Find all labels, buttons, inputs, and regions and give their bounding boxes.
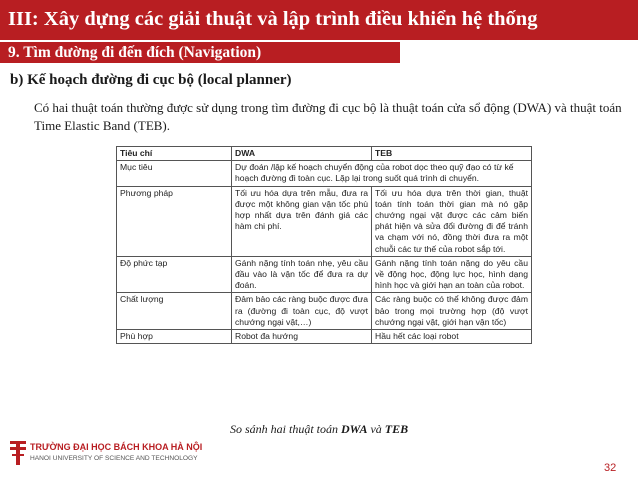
section-heading: b) Kế hoạch đường đi cục bộ (local planner) <box>10 72 292 88</box>
university-logo <box>8 437 208 469</box>
table-cell: Chất lượng <box>117 293 232 330</box>
university-name: TRƯỜNG ĐẠI HỌC BÁCH KHOA HÀ NỘI <box>30 442 203 452</box>
table-cell: Robot đa hướng <box>232 330 372 344</box>
table-cell: Gánh nặng tính toán nhẹ, yêu cầu đầu vào là vận tốc để đưa ra dự đoán. <box>232 256 372 293</box>
table-row <box>117 330 532 344</box>
table-row <box>117 293 532 330</box>
university-emblem-icon <box>8 437 28 469</box>
page-number: 32 <box>604 462 617 474</box>
column-header: Tiêu chí <box>117 147 232 161</box>
comparison-table <box>116 146 532 344</box>
table-cell: Độ phức tạp <box>117 256 232 293</box>
table-cell: Phù hợp <box>117 330 232 344</box>
table-cell: Tối ưu hóa dựa trên thời gian, thuật toán tính toán thời gian mà nó gặp chướng ngại vật được các cảm biến phát hiện và sửa đổi đường đi để tránh va chạm với nó, đồng thời đưa ra một chuỗi các tư thế của robot sắp tới. <box>372 186 532 256</box>
caption-bold: TEB <box>384 422 409 436</box>
caption-text: So sánh hai thuật toán <box>230 422 342 436</box>
caption-text: và <box>367 422 385 436</box>
column-header: TEB <box>372 147 532 161</box>
table-cell: Các ràng buộc có thể không được đảm bảo trong mọi trường hợp (độ vượt chướng ngại vật, giới hạn vận tốc) <box>372 293 532 330</box>
table-cell: Gánh nặng tính toán nặng do yêu cầu về động học, động lực học, hình dạng hình học và giới hạn an toàn của robot. <box>372 256 532 293</box>
table-caption <box>230 422 408 437</box>
subtitle-bar <box>0 42 400 63</box>
table-cell: Dự đoán /lập kế hoạch chuyển động của robot dọc theo quỹ đạo có từ kế hoạch đường đi toàn cục. Lặp lại trong suốt quá trình di chuyển. <box>232 161 532 186</box>
intro-paragraph: Có hai thuật toán thường được sử dụng trong tìm đường đi cục bộ là thuật toán cửa sổ động (DWA) và thuật toán Time Elastic Band (TEB). <box>34 100 622 133</box>
page-title: III: Xây dựng các giải thuật và lập trình điều khiển hệ thống <box>8 8 538 30</box>
table-cell: Tối ưu hóa dựa trên mẫu, đưa ra được một không gian vận tốc phù hợp nhất dựa trên đánh giá các hàm chi phí. <box>232 186 372 256</box>
column-header: DWA <box>232 147 372 161</box>
table-cell: Đảm bảo các ràng buộc được đưa ra (đường đi toàn cục, độ vượt chướng ngại vật,…) <box>232 293 372 330</box>
section-subtitle: 9. Tìm đường đi đến đích (Navigation) <box>8 44 262 61</box>
table-cell: Hầu hết các loại robot <box>372 330 532 344</box>
table-row <box>117 161 532 186</box>
table-cell: Mục tiêu <box>117 161 232 186</box>
table-cell: Phương pháp <box>117 186 232 256</box>
title-bar <box>0 0 638 40</box>
table-row <box>117 186 532 256</box>
caption-bold: DWA <box>341 422 368 436</box>
table-row <box>117 256 532 293</box>
university-name-english: HANOI UNIVERSITY OF SCIENCE AND TECHNOLOGY <box>30 455 198 462</box>
table-header-row <box>117 147 532 161</box>
